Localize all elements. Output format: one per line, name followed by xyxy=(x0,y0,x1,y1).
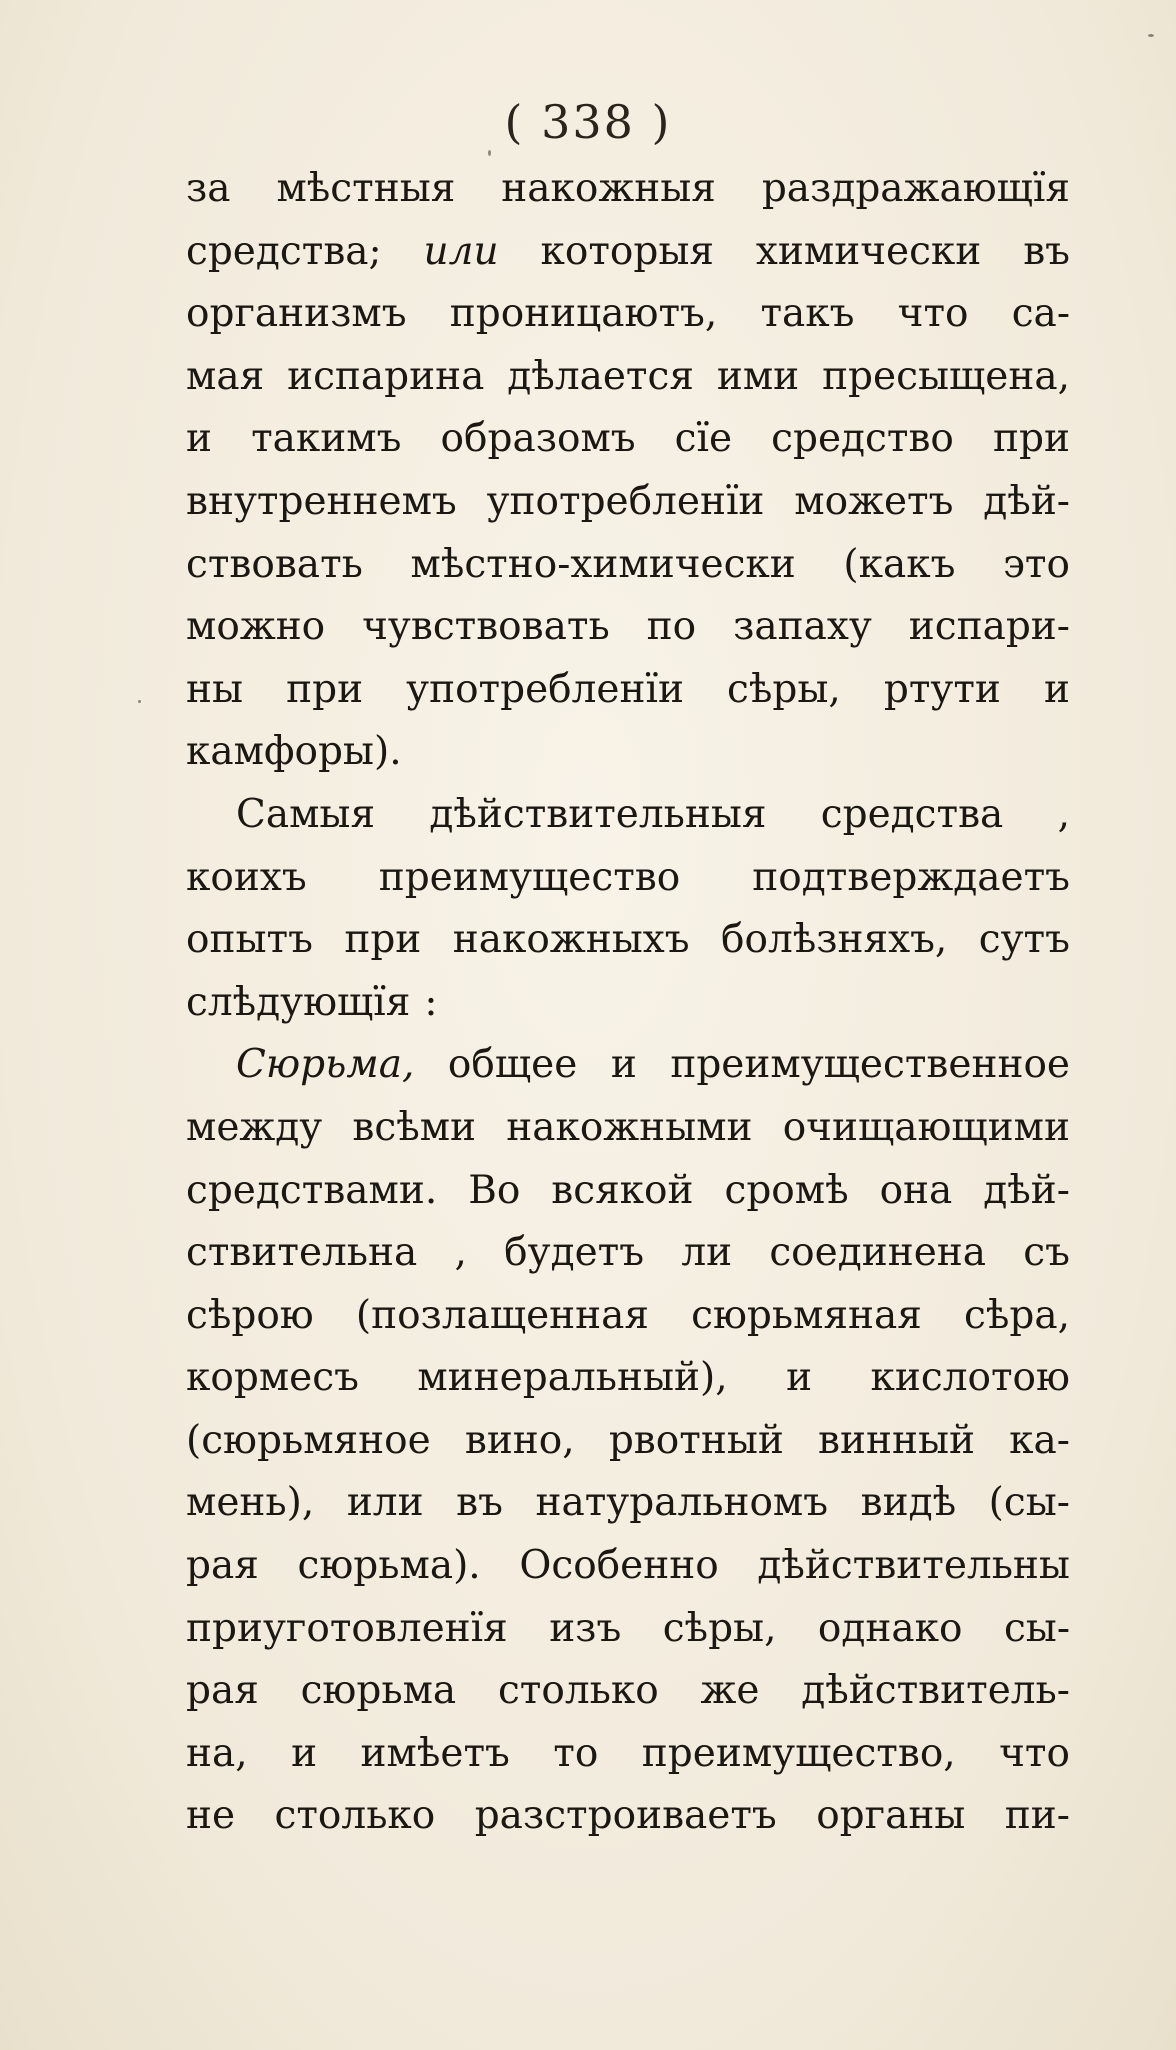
word: ны xyxy=(186,666,244,712)
word: : xyxy=(424,979,438,1025)
text-line xyxy=(186,721,1070,784)
word: сромѣ xyxy=(724,1167,849,1213)
word: (позлащенная xyxy=(355,1292,650,1338)
text-line xyxy=(186,346,1070,409)
text-line xyxy=(186,847,1070,910)
word: всякой xyxy=(551,1167,694,1213)
word: и xyxy=(186,416,212,462)
ink-speck xyxy=(1148,34,1154,37)
word: средствами. xyxy=(186,1167,438,1213)
word: накожныхъ xyxy=(452,917,690,963)
word: употребленїи xyxy=(406,666,684,712)
word: въ xyxy=(1023,228,1070,274)
word: запаху xyxy=(733,604,872,650)
word: пресыщена, xyxy=(822,353,1070,399)
text-line xyxy=(186,158,1070,221)
word: сѣра, xyxy=(964,1292,1070,1338)
word: и xyxy=(1043,666,1070,712)
word: преимущество, xyxy=(641,1730,956,1776)
word: дѣй- xyxy=(983,1167,1070,1213)
text-line xyxy=(186,1034,1070,1097)
word: не xyxy=(186,1793,236,1839)
body-text xyxy=(186,158,1070,1848)
word: же xyxy=(700,1668,760,1714)
word: такимъ xyxy=(251,416,402,462)
ink-speck xyxy=(138,700,141,703)
word: , xyxy=(454,1230,467,1276)
word: дѣйствительны xyxy=(757,1543,1070,1589)
word: коихъ xyxy=(186,854,307,900)
word: и xyxy=(610,1042,637,1088)
text-line xyxy=(186,1285,1070,1348)
word: рвотный xyxy=(608,1417,784,1463)
word: дѣй- xyxy=(983,478,1070,524)
word: изъ xyxy=(549,1605,622,1651)
text-line xyxy=(186,1347,1070,1410)
text-line xyxy=(186,534,1070,597)
word: (сы- xyxy=(988,1480,1070,1526)
word: за xyxy=(186,166,231,211)
word: накожныя xyxy=(501,166,716,211)
word: видѣ xyxy=(860,1480,957,1526)
text-line xyxy=(186,283,1070,346)
word: между xyxy=(186,1104,323,1150)
word: на, xyxy=(186,1730,248,1776)
word: преимущество xyxy=(378,854,681,900)
word: минеральный), xyxy=(417,1355,728,1401)
word: средства xyxy=(820,791,1004,837)
word: Особенно xyxy=(519,1543,719,1589)
word: Во xyxy=(468,1167,521,1213)
word: средство xyxy=(771,416,954,462)
text-line xyxy=(186,1097,1070,1160)
word: сюрьмяная xyxy=(691,1292,922,1338)
word: сѣры, xyxy=(662,1605,777,1651)
word: то xyxy=(553,1730,599,1776)
word: (сюрьмяное xyxy=(186,1417,431,1463)
word: сѣры, xyxy=(727,666,841,712)
page-number: ( 338 ) xyxy=(504,95,672,149)
word: соединена xyxy=(769,1230,987,1276)
word: преимущественное xyxy=(670,1042,1070,1088)
word: испарина xyxy=(287,353,485,399)
word: проницаютъ, xyxy=(449,291,718,337)
word: химически xyxy=(755,228,982,274)
word: кормесъ xyxy=(186,1355,359,1401)
word: накожными xyxy=(506,1104,753,1150)
word: въ xyxy=(456,1480,503,1526)
word: при xyxy=(286,666,364,712)
word: сѣрою xyxy=(186,1292,314,1338)
text-line xyxy=(186,1723,1070,1786)
word: мѣстныя xyxy=(276,166,456,211)
word: которыя xyxy=(540,228,715,274)
text-line xyxy=(186,1535,1070,1598)
word: рая xyxy=(186,1543,259,1589)
word: опытъ xyxy=(186,917,313,963)
word: са- xyxy=(1011,291,1070,337)
text-line xyxy=(186,1598,1070,1661)
word: сутъ xyxy=(978,917,1070,963)
word: испари- xyxy=(908,604,1070,650)
ink-speck xyxy=(488,150,491,156)
word: ртути xyxy=(883,666,1001,712)
word: ли xyxy=(681,1230,733,1276)
word: столько xyxy=(497,1668,659,1714)
word: сюрьма xyxy=(300,1668,457,1714)
word: при xyxy=(993,416,1070,462)
word: дѣйствитель- xyxy=(801,1668,1070,1714)
word: употребленїи xyxy=(486,478,765,524)
word: (какъ xyxy=(843,541,956,587)
word: имѣетъ xyxy=(360,1730,510,1776)
word: ствовать xyxy=(186,541,363,587)
word: слѣдующїя xyxy=(186,979,411,1025)
word: мая xyxy=(186,353,265,399)
word: столько xyxy=(274,1793,436,1839)
word: разстроиваетъ xyxy=(474,1793,777,1839)
text-line xyxy=(186,784,1070,847)
word: чувствовать xyxy=(362,604,610,650)
word: Самыя xyxy=(236,791,376,837)
word: , xyxy=(1057,791,1070,837)
word: натуральномъ xyxy=(535,1480,829,1526)
word: средства; xyxy=(186,228,382,274)
word: съ xyxy=(1023,1230,1070,1276)
text-line xyxy=(186,659,1070,722)
word: очищающими xyxy=(782,1104,1070,1150)
word: дѣйствительныя xyxy=(429,791,767,837)
word: или xyxy=(423,228,499,274)
word: и xyxy=(786,1355,813,1401)
text-line xyxy=(186,1472,1070,1535)
word: болѣзняхъ, xyxy=(721,917,948,963)
word: образомъ xyxy=(440,416,636,462)
text-line xyxy=(186,596,1070,659)
word: камфоры). xyxy=(186,729,402,775)
word: раздражающїя xyxy=(761,166,1070,211)
text-line xyxy=(186,1222,1070,1285)
word: винный xyxy=(818,1417,975,1463)
word: можно xyxy=(186,604,326,650)
word: по xyxy=(646,604,697,650)
word: что xyxy=(999,1730,1070,1776)
word: организмъ xyxy=(186,291,407,337)
word: это xyxy=(1003,541,1070,587)
word: мень), xyxy=(186,1480,315,1526)
text-line xyxy=(186,471,1070,534)
word: при xyxy=(344,917,422,963)
text-line xyxy=(186,1410,1070,1473)
word: однако xyxy=(817,1605,963,1651)
word: сюрьма). xyxy=(297,1543,481,1589)
word: рая xyxy=(186,1668,259,1714)
text-line xyxy=(186,1785,1070,1848)
text-line xyxy=(186,909,1070,972)
text-line xyxy=(186,1160,1070,1223)
word: общее xyxy=(447,1042,578,1088)
word: такъ xyxy=(760,291,855,337)
text-line xyxy=(186,408,1070,471)
word: вино, xyxy=(464,1417,575,1463)
word: сы- xyxy=(1003,1605,1070,1651)
word: и xyxy=(291,1730,318,1776)
text-line xyxy=(186,221,1070,284)
word: сїе xyxy=(674,416,733,462)
word: будетъ xyxy=(504,1230,645,1276)
word: ка- xyxy=(1009,1417,1070,1463)
word: можетъ xyxy=(794,478,954,524)
word: органы xyxy=(816,1793,966,1839)
word: всѣми xyxy=(352,1104,477,1150)
word: она xyxy=(879,1167,953,1213)
word: ствительна xyxy=(186,1230,418,1276)
word: внутреннемъ xyxy=(186,478,457,524)
word: мѣстно-химически xyxy=(410,541,796,587)
word: подтверждаетъ xyxy=(752,854,1070,900)
word: Сюрьма, xyxy=(236,1042,415,1088)
word: пи- xyxy=(1004,1793,1070,1839)
word: или xyxy=(346,1480,424,1526)
word: кислотою xyxy=(870,1355,1070,1401)
word: что xyxy=(897,291,969,337)
text-line xyxy=(186,972,1070,1035)
word: ими xyxy=(716,353,800,399)
word: дѣлается xyxy=(507,353,694,399)
text-line xyxy=(186,1660,1070,1723)
word: приуготовленїя xyxy=(186,1605,508,1651)
